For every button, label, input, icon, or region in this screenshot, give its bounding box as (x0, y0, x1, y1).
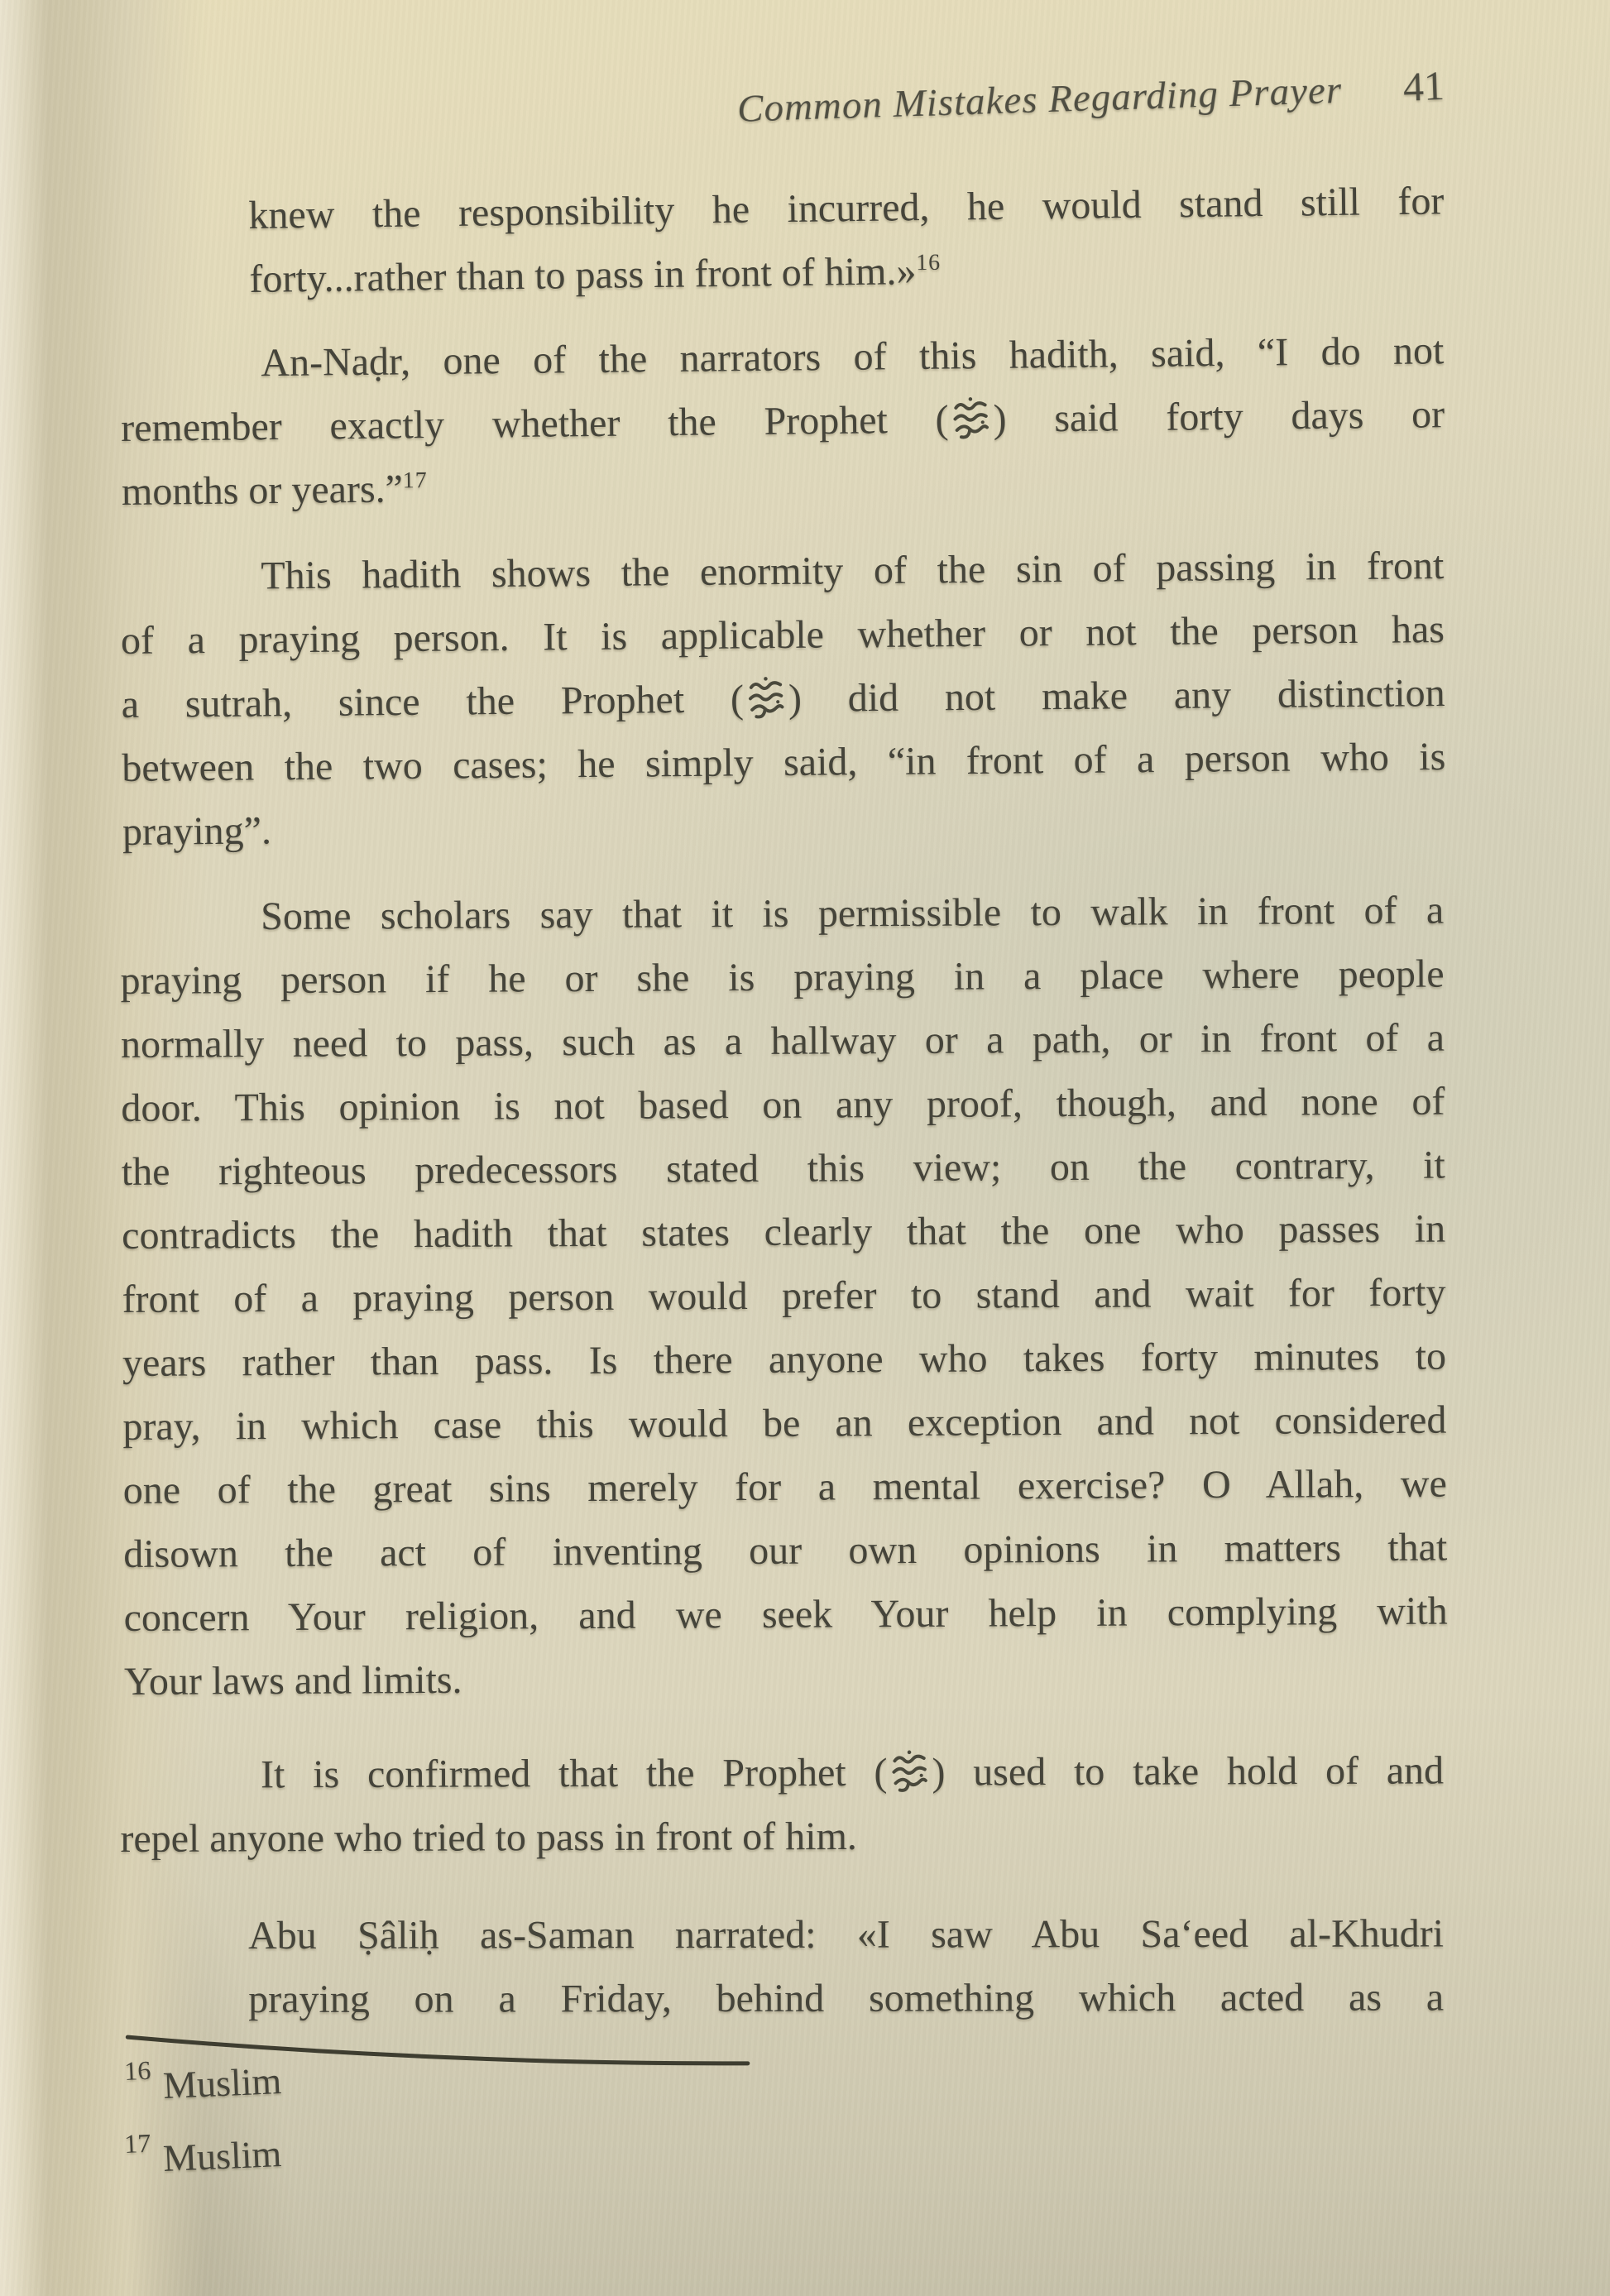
text-line: disown the act of inventing our own opinions in matters that (123, 1525, 1448, 1576)
text-line: Some scholars say that it is permissible to walk in front of a (261, 888, 1445, 939)
text-line: This hadith shows the enormity of the sin of passing in front (261, 544, 1445, 598)
footnote-ref-17: 17 (402, 467, 428, 494)
text-line: concern Your religion, and we seek Your help in complying with (123, 1589, 1448, 1640)
line-part: It is confirmed that the Prophet ( (261, 1750, 888, 1797)
line-part: a sutrah, since the Prophet ( (121, 677, 745, 726)
line-part: ) used to take hold of and (932, 1748, 1445, 1795)
pbuh-calligraphy-icon (950, 395, 992, 441)
footnote-16 (123, 2054, 284, 2138)
text-line: front of a praying person would prefer to stand and wait for forty (122, 1270, 1446, 1321)
text-line (120, 1738, 1444, 1807)
footnote-number: 17 (123, 2127, 152, 2159)
text-line: An-Naḍr, one of the narrators of this hadith, said, “I do not (261, 328, 1445, 386)
footnotes-section (123, 2054, 283, 2211)
text-line: one of the great sins merely for a mental exercise? O Allah, we (122, 1461, 1447, 1512)
text-line: praying on a Friday, behind something which acted as a (248, 1975, 1445, 2021)
text-line: pray, in which case this would be an exception and not considered (122, 1397, 1447, 1449)
paragraph-an-nadr (120, 319, 1445, 524)
pbuh-calligraphy-icon (889, 1749, 930, 1794)
text-line (121, 661, 1445, 736)
page-number: 41 (1402, 61, 1445, 110)
text-line: Abu Ṣâliḥ as-Saman narrated: «I saw Abu Sa‘eed al-Khudri (248, 1911, 1445, 1958)
text-line (249, 232, 1445, 311)
page-body-text (120, 179, 1448, 2031)
text-line: contradicts the hadith that states clearly that the one who passes in (122, 1206, 1446, 1258)
text-line: normally need to pass, such as a hallway or a path, or in front of a (120, 1015, 1445, 1067)
footnote-number: 16 (123, 2054, 152, 2086)
quote-end-text: forty...rather than to pass in front of him.» (249, 249, 917, 301)
hadith-quote-continuation (248, 169, 1445, 311)
text-line (122, 446, 1446, 524)
text-line: years rather than pass. Is there anyone who takes forty minutes to (122, 1334, 1447, 1385)
line-part: months or years.” (121, 467, 404, 514)
paragraph-some-scholars (120, 879, 1448, 1714)
line-part: remember exactly whether the Prophet ( (120, 397, 949, 450)
text-line: Your laws and limits. (123, 1657, 462, 1704)
text-line: knew the responsibility he incurred, he would stand still for (248, 179, 1445, 237)
footnote-17 (123, 2127, 284, 2211)
page-header (1, 61, 1445, 155)
text-line: door. This opinion is not based on any proof, though, and none of (121, 1079, 1445, 1130)
hadith-quote-abu-salih (248, 1901, 1444, 2031)
text-line: the righteous predecessors stated this view; on the contrary, it (121, 1143, 1445, 1194)
footnote-text: Muslim (162, 2132, 283, 2180)
footnote-ref-16: 16 (916, 249, 942, 276)
text-line: between the two cases; he simply said, “in front of a person who is (122, 735, 1446, 790)
text-line: repel anyone who tried to pass in front of him. (120, 1814, 857, 1861)
line-part: ) said forty days or (993, 392, 1445, 441)
pbuh-calligraphy-icon (745, 675, 787, 720)
paragraph-it-is-confirmed (120, 1738, 1445, 1871)
text-line: of a praying person. It is applicable whether or not the person has (120, 607, 1445, 663)
paragraph-hadith-enormity (120, 534, 1446, 864)
line-part: ) did not make any distinction (788, 671, 1445, 721)
running-title: Common Mistakes Regarding Prayer (736, 68, 1343, 131)
footnote-text: Muslim (162, 2059, 283, 2107)
text-line: praying person if he or she is praying in a place where people (120, 951, 1445, 1003)
text-line: praying”. (122, 808, 272, 854)
